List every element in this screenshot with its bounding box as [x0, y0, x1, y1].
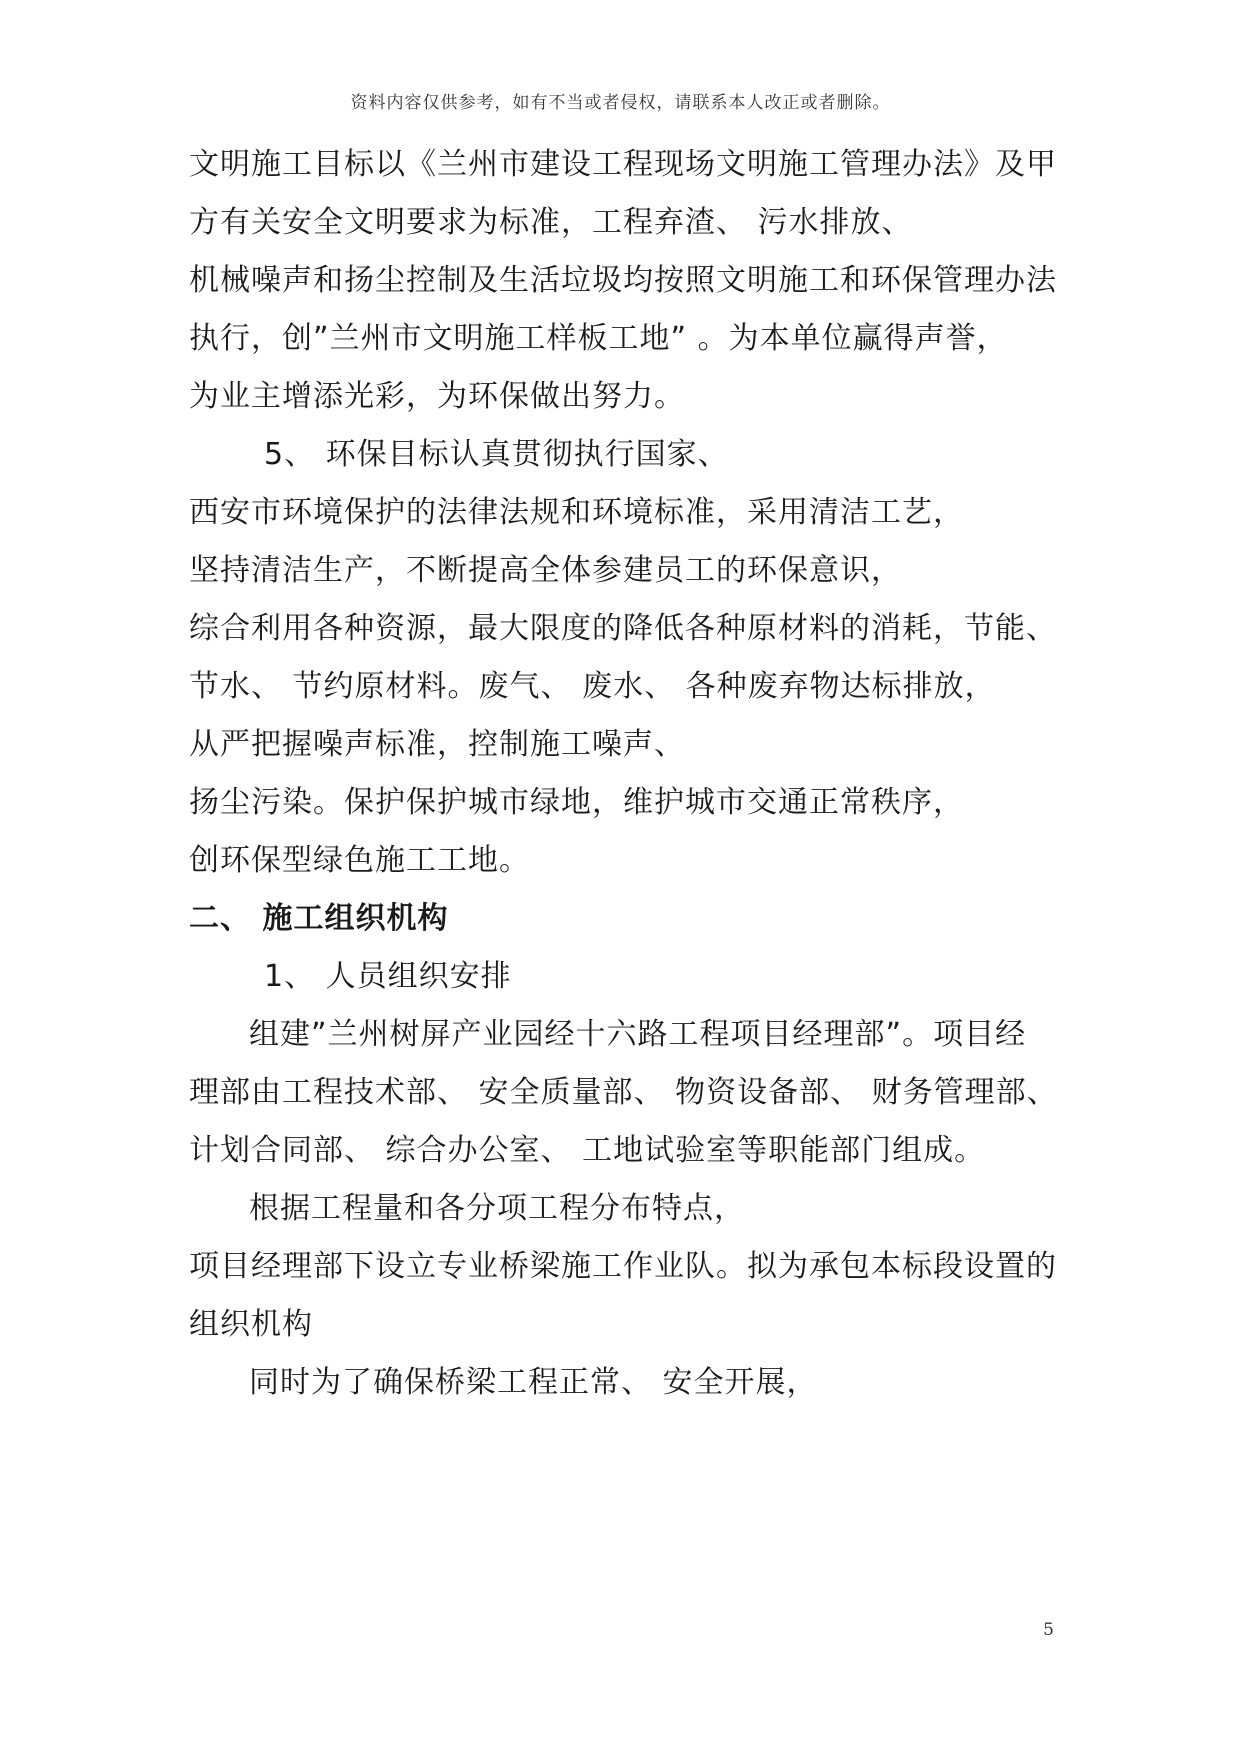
- paragraph-line: 方有关安全文明要求为标准，工程弃渣、 污水排放、: [189, 205, 913, 240]
- paragraph-line: 组织机构: [189, 1307, 313, 1342]
- paragraph-line: 同时为了确保桥梁工程正常、 安全开展，: [249, 1365, 818, 1400]
- page-number: 5: [1043, 1620, 1054, 1640]
- paragraph-line: 机械噪声和扬尘控制及生活垃圾均按照文明施工和环保管理办法: [189, 263, 1057, 298]
- paragraph-line: 项目经理部下设立专业桥梁施工作业队。拟为承包本标段设置的: [189, 1249, 1057, 1284]
- paragraph-line: 综合利用各种资源，最大限度的降低各种原材料的消耗，节能、: [189, 611, 1057, 646]
- paragraph-line: 扬尘污染。保护保护城市绿地，维护城市交通正常秩序，: [189, 785, 964, 820]
- header-disclaimer: 资料内容仅供参考，如有不当或者侵权，请联系本人改正或者删除。: [350, 93, 891, 113]
- subsection-heading: 1、 人员组织安排: [264, 959, 512, 994]
- paragraph-line: 组建”兰州树屏产业园经十六路工程项目经理部”。项目经: [249, 1017, 1027, 1052]
- paragraph-line: 从严把握噪声标准，控制施工噪声、: [189, 727, 685, 762]
- paragraph-line: 执行，创”兰州市文明施工样板工地” 。为本单位赢得声誉，: [189, 321, 1008, 356]
- paragraph-line: 5、 环保目标认真贯彻执行国家、: [264, 437, 729, 472]
- paragraph-line: 文明施工目标以《兰州市建设工程现场文明施工管理办法》及甲: [189, 147, 1057, 182]
- paragraph-line: 为业主增添光彩，为环保做出努力。: [189, 379, 685, 414]
- paragraph-line: 节水、 节约原材料。废气、 废水、 各种废弃物达标排放，: [189, 669, 996, 704]
- paragraph-line: 坚持清洁生产，不断提高全体参建员工的环保意识，: [189, 553, 902, 588]
- paragraph-line: 理部由工程技术部、 安全质量部、 物资设备部、 财务管理部、: [189, 1075, 1058, 1110]
- paragraph-line: 创环保型绿色施工工地。: [189, 843, 530, 878]
- section-heading: 二、 施工组织机构: [189, 901, 449, 936]
- paragraph-line: 计划合同部、 综合办公室、 工地试验室等职能部门组成。: [189, 1133, 986, 1168]
- paragraph-line: 西安市环境保护的法律法规和环境标准，采用清洁工艺，: [189, 495, 964, 530]
- paragraph-line: 根据工程量和各分项工程分布特点，: [249, 1191, 745, 1226]
